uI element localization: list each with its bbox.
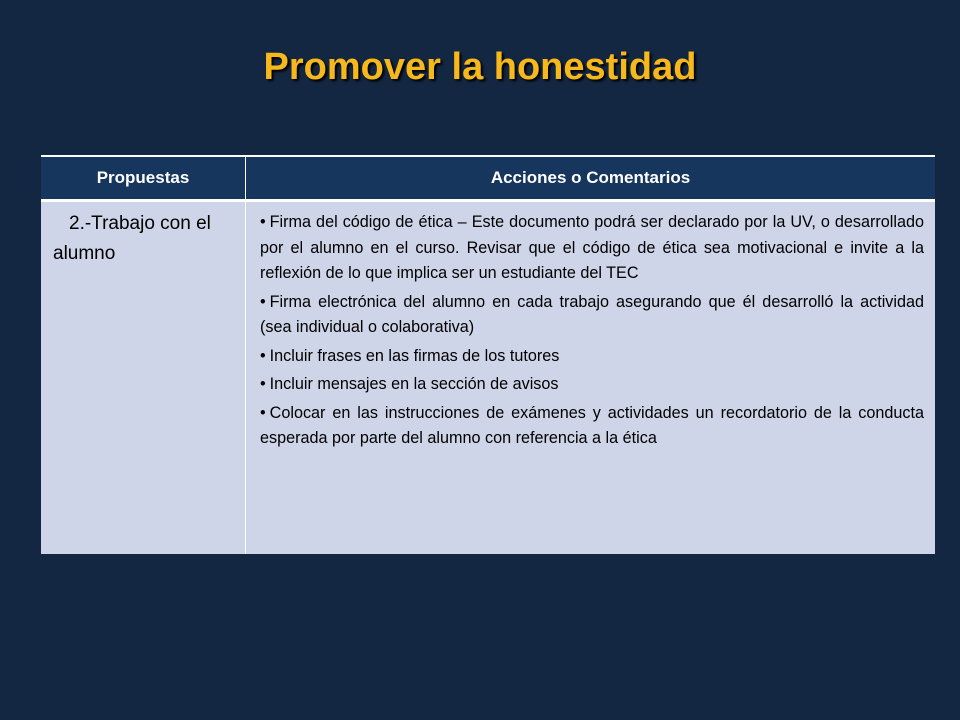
header-acciones: Acciones o Comentarios xyxy=(246,156,936,201)
propuesta-text: 2.-Trabajo con el alumno xyxy=(53,213,211,264)
list-item: • Firma del código de ética – Este documento podrá ser declarado por la UV, o desarrollado por el alumno en el curso. Revisar que el código de ética sea motivacional e invite a la reflexión de lo que implica ser un estudiante del TEC xyxy=(260,210,924,287)
table-header-row xyxy=(41,156,935,201)
table-row xyxy=(41,201,935,555)
list-item: • Incluir frases en las firmas de los tutores xyxy=(260,344,924,370)
header-propuestas: Propuestas xyxy=(41,156,246,201)
proposals-table xyxy=(41,155,935,554)
acciones-cell xyxy=(246,201,936,555)
propuesta-cell xyxy=(41,201,246,555)
list-item: • Colocar en las instrucciones de exámenes y actividades un recordatorio de la conducta esperada por parte del alumno con referencia a la ética xyxy=(260,401,924,452)
acciones-list xyxy=(246,202,935,452)
slide-title: Promover la honestidad xyxy=(263,46,697,88)
list-item: • Firma electrónica del alumno en cada trabajo asegurando que él desarrolló la actividad (sea individual o colaborativa) xyxy=(260,290,924,341)
list-item: • Incluir mensajes en la sección de avisos xyxy=(260,372,924,398)
